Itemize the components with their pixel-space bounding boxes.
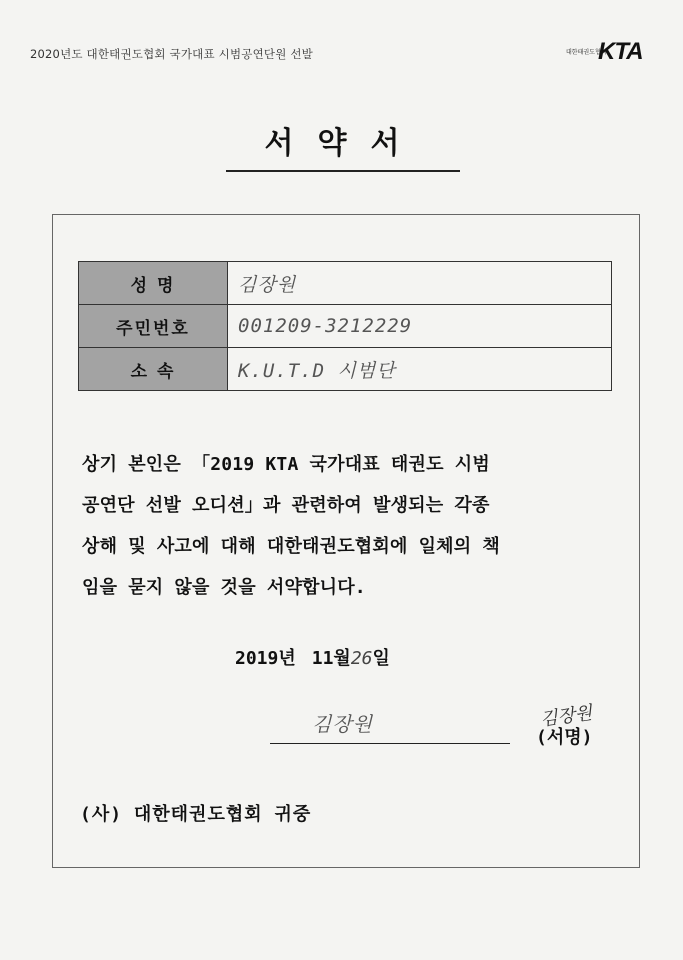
affiliation-value: K.U.T.D 시범단	[228, 348, 612, 391]
date-year: 2019년	[235, 648, 296, 669]
pledge-date	[235, 644, 390, 670]
id-number-value: 001209-3212229	[228, 305, 612, 348]
signer-name: 김장원	[312, 712, 373, 736]
name-value: 김장원	[228, 262, 612, 305]
kta-logo	[566, 38, 644, 64]
name-label: 성 명	[79, 262, 228, 305]
document-title: 서약서	[264, 126, 424, 161]
affiliation-label: 소 속	[79, 348, 228, 391]
signature-label: (서명)	[536, 727, 593, 748]
id-number-label: 주민번호	[79, 305, 228, 348]
signature-scribble: 김장원	[539, 702, 594, 731]
pledge-line: 상기 본인은 「2019 KTA 국가대표 태권도 시범	[82, 454, 490, 475]
header-text: 2020년도 대한태권도협회 국가대표 시범공연단원 선발	[30, 47, 313, 61]
date-day: 26	[350, 648, 373, 669]
table-row	[79, 305, 612, 348]
signature-line	[270, 743, 510, 744]
logo-small-text: 대한태권도협회	[566, 49, 607, 56]
pledge-text	[82, 444, 612, 608]
table-row	[79, 348, 612, 391]
date-month: 11월	[311, 648, 351, 669]
date-day-suffix: 일	[372, 648, 390, 669]
recipient-text: (사) 대한태권도협회 귀중	[80, 804, 312, 825]
pledge-line: 공연단 선발 오디션」과 관련하여 발생되는 각종	[82, 495, 490, 516]
table-row	[79, 262, 612, 305]
info-table	[78, 261, 612, 391]
title-underline	[226, 170, 460, 172]
logo-kta-text: KTA	[598, 38, 643, 65]
pledge-line: 임을 묻지 않을 것을 서약합니다.	[82, 577, 366, 598]
pledge-line: 상해 및 사고에 대해 대한태권도협회에 일체의 책	[82, 536, 500, 557]
